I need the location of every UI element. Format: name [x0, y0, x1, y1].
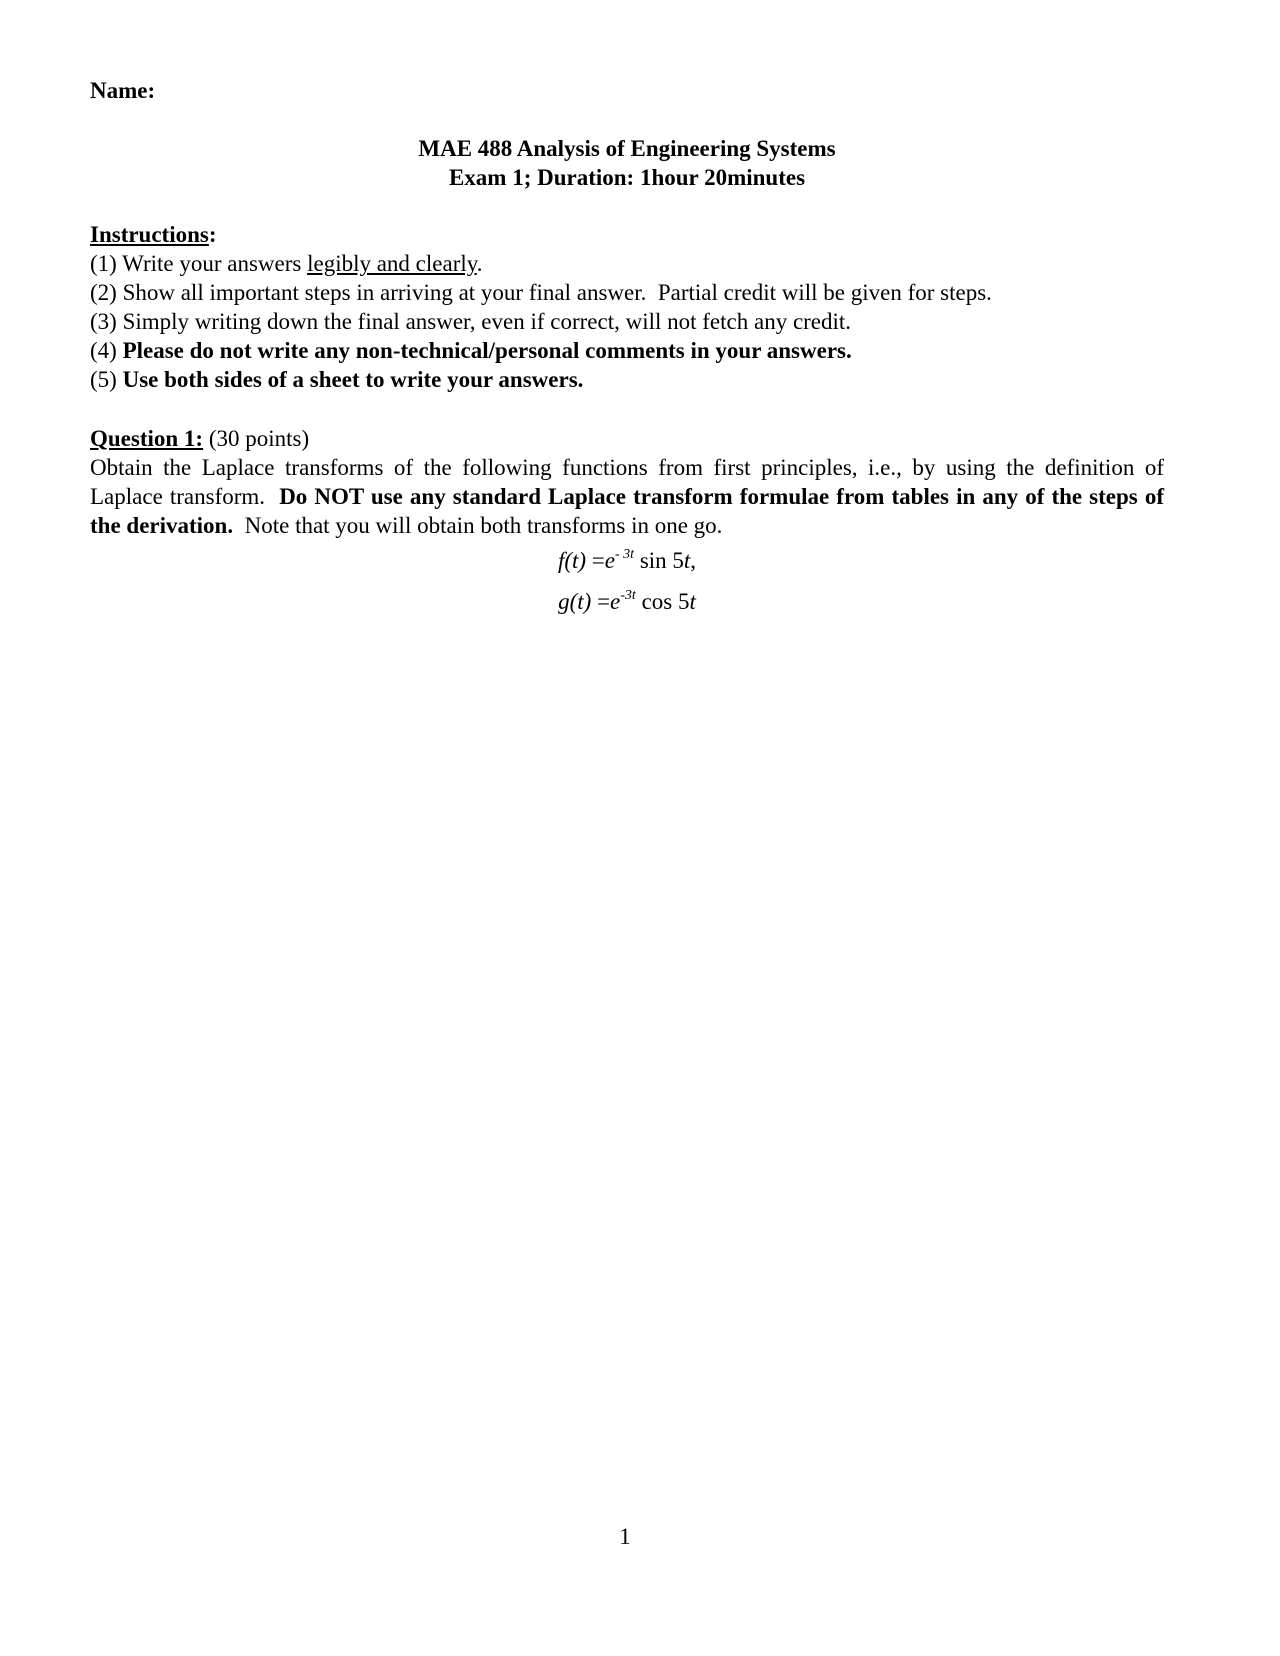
equation-f: $f(t) =e^{- 3t}$ sin 5t,	[557, 547, 697, 573]
exam-title	[90, 134, 1164, 192]
instruction-item-1: (1) Write your answers legibly and clearly.	[90, 251, 483, 276]
course-title: MAE 488 Analysis of Engineering Systems	[418, 136, 836, 161]
page-number: 1	[619, 1524, 631, 1549]
equation-g: $g(t) =e^{-3t}$ cos 5t	[558, 588, 696, 614]
instruction-item-4: (4) Please do not write any non-technical/personal comments in your answers.	[90, 338, 852, 363]
equations	[90, 540, 1164, 622]
question-1-section	[90, 424, 1170, 540]
question-1-body: Obtain the Laplace transforms of the following functions from first principles, i.e., by using the definition of Laplace transform. Do NOT use any standard Laplace transform formulae from tables in any of the steps of the derivation. Note that you will obtain both transforms in one go.	[90, 455, 1170, 538]
instruction-item-5: (5) Use both sides of a sheet to write your answers.	[90, 367, 584, 392]
instructions-heading: Instructions:	[90, 222, 217, 247]
name-label: Name:	[90, 78, 156, 103]
instruction-item-2: (2) Show all important steps in arriving at your final answer. Partial credit will be given for steps.	[90, 280, 992, 305]
question-1-heading: Question 1: (30 points)	[90, 426, 310, 451]
exam-duration: Exam 1; Duration: 1hour 20minutes	[448, 165, 806, 190]
instructions-section	[90, 220, 1164, 394]
instruction-item-3: (3) Simply writing down the final answer, even if correct, will not fetch any credit.	[90, 309, 852, 334]
